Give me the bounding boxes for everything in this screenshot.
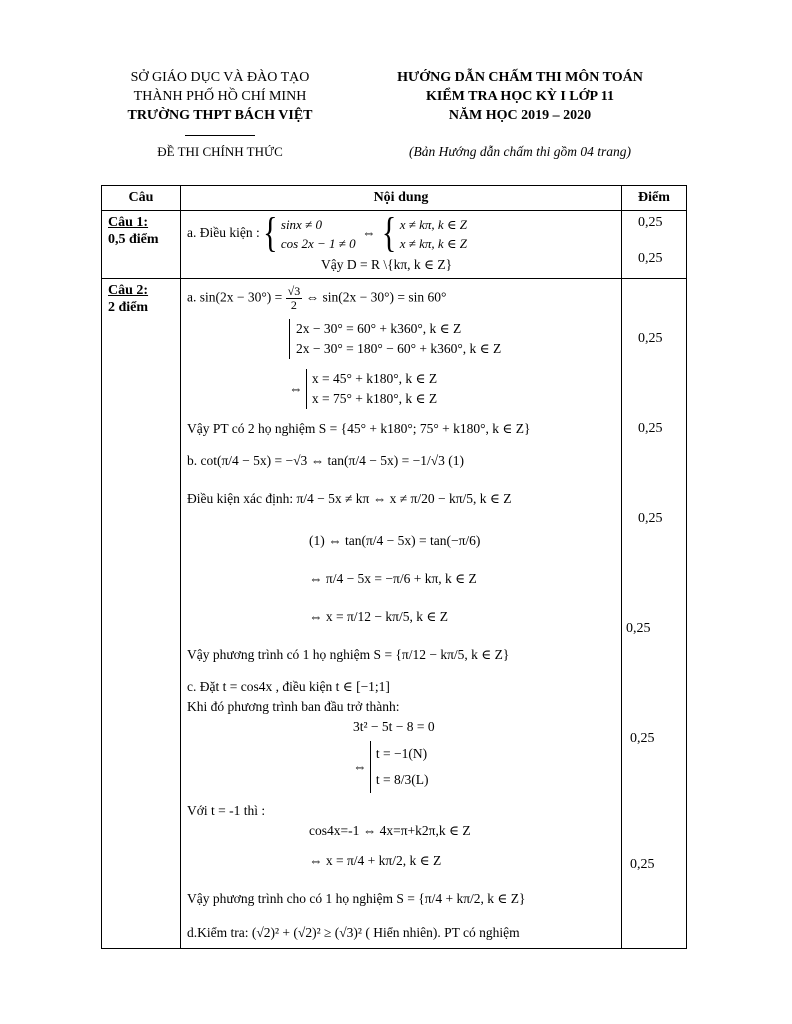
q2-b6: Vậy phương trình có 1 họ nghiệm S = {π/12 − kπ/5, k ∈ Z} — [187, 647, 510, 662]
table-row-q1 — [102, 211, 687, 279]
official-label: ĐỀ THI CHÍNH THỨC — [157, 144, 283, 159]
q2-c1: c. Đặt t = cos4x , điều kiện t ∈ [−1;1] — [187, 679, 390, 694]
q1-score-cell — [622, 211, 687, 279]
q1-score-1: 0,25 — [638, 215, 663, 230]
q2-c7: ⇔ x = π/4 + kπ/2, k ∈ Z — [309, 853, 442, 868]
q2-score-3: 0,25 — [638, 511, 663, 526]
doc-title-3: NĂM HỌC 2019 – 2020 — [448, 108, 592, 123]
q2-score-2: 0,25 — [638, 421, 663, 436]
table-header-row — [102, 186, 687, 211]
q1-label-cell — [102, 211, 181, 279]
q2-points: 2 điểm — [108, 300, 149, 315]
q1-cond-1: sinx ≠ 0 — [280, 217, 322, 232]
doc-title-1: HƯỚNG DẪN CHẤM THI MÔN TOÁN — [397, 70, 643, 85]
q2-score-4: 0,25 — [626, 621, 651, 636]
page-note: (Bản Hướng dẫn chấm thi gồm 04 trang) — [409, 144, 631, 159]
q1-label: Câu 1: — [108, 215, 149, 230]
q2-a3-1: x = 45° + k180°, k ∈ Z — [311, 371, 438, 386]
q2-score-1: 0,25 — [638, 331, 663, 346]
q1-cond-2: cos 2x − 1 ≠ 0 — [280, 236, 356, 251]
q2-c4-1: t = −1(N) — [375, 746, 428, 761]
brace-icon: { — [263, 210, 278, 257]
school-name: TRƯỜNG THPT BÁCH VIỆT — [127, 108, 313, 123]
brace-icon: { — [381, 210, 397, 257]
q2-score-cell — [622, 279, 687, 949]
q1-a-prefix: a. Điều kiện : — [187, 225, 260, 241]
q1-res-2: x ≠ kπ, k ∈ Z — [399, 236, 467, 251]
q1-points: 0,5 điểm — [108, 232, 159, 247]
table-row-q2 — [102, 279, 687, 949]
q1-content-cell: a. Điều kiện : { sinx ≠ 0 cos 2x − 1 ≠ 0 ⇔ { x ≠ kπ, k ∈ Z x ≠ kπ, k ∈ Z Vậy D = R \{kπ, k ∈ Z} — [181, 211, 622, 279]
q2-c2: Khi đó phương trình ban đầu trở thành: — [187, 699, 400, 714]
dept-name: SỞ GIÁO DỤC VÀ ĐÀO TẠO — [130, 70, 310, 85]
divider — [185, 135, 255, 136]
q2-a1-tail: ⇔ sin(2x − 30°) = sin 60° — [305, 289, 447, 305]
city-name: THÀNH PHỐ HỒ CHÍ MINH — [133, 89, 307, 104]
q2-b4: ⇔ π/4 − 5x = −π/6 + kπ, k ∈ Z — [309, 571, 477, 586]
q2-a1-num: √3 — [287, 284, 301, 298]
q1-res-1: x ≠ kπ, k ∈ Z — [399, 217, 467, 232]
q2-b2: Điều kiện xác định: π/4 − 5x ≠ kπ ⇔ x ≠ π/20 − kπ/5, k ∈ Z — [187, 491, 512, 506]
col-header-question: Câu — [102, 186, 181, 211]
header-right — [355, 68, 685, 125]
doc-title-2: KIỂM TRA HỌC KỲ I LỚP 11 — [426, 89, 614, 104]
q1-conclusion: Vậy D = R \{kπ, k ∈ Z} — [321, 257, 453, 272]
q2-a1-den: 2 — [290, 298, 297, 312]
q2-score-6: 0,25 — [630, 857, 655, 872]
q1-score-2: 0,25 — [638, 251, 663, 266]
q2-a1: a. sin(2x − 30°) = — [187, 289, 286, 305]
col-header-score: Điểm — [622, 186, 687, 211]
q2-b5: ⇔ x = π/12 − kπ/5, k ∈ Z — [309, 609, 448, 624]
q2-a2-2: 2x − 30° = 180° − 60° + k360°, k ∈ Z — [296, 341, 502, 356]
header-left — [100, 68, 340, 161]
q2-c5: Với t = -1 thì : — [187, 803, 266, 818]
q2-b1: b. cot(π/4 − 5x) = −√3 ⇔ tan(π/4 − 5x) = −1/√3 (1) — [187, 453, 464, 468]
q2-a4: Vậy PT có 2 họ nghiệm S = {45° + k180°; 75° + k180°, k ∈ Z} — [187, 421, 531, 436]
q2-c8: Vậy phương trình cho có 1 họ nghiệm S = {π/4 + kπ/2, k ∈ Z} — [187, 891, 526, 906]
q2-c3: 3t² − 5t − 8 = 0 — [353, 719, 435, 734]
q2-content-cell: a. sin(2x − 30°) = $\frac{√3}{2}$ ⇔ sin(2x − 30°) = sin 60° 2x − 30° = 60° + k360°, k ∈ Z 2x − 30° = 180° − 60° + k360°, k ∈ Z ⇔ x = 45° + k180°, k ∈ Z x = 75° + k180°, k ∈ Z Vậy PT có 2 họ nghiệm S = {45° + k180°; 75° + k180°, k ∈ Z} b. cot(π/4 − 5x) = −√3 ⇔ tan(π/4 − 5x) = −1/√3 (1) Điều kiện xác định: π/4 − 5x ≠ kπ ⇔ x ≠ π/20 − kπ/5, k ∈ Z (1) ⇔ tan(π/4 − 5x) = tan(−π/6) ⇔ π/4 − 5x = −π/6 + kπ, k ∈ Z ⇔ x = π/12 − kπ/5, k ∈ Z Vậy phương trình có 1 họ nghiệm S = {π/12 − kπ/5, k ∈ Z} c. Đặt t = cos4x , điều kiện t ∈ [−1;1] Khi đó phương trình ban đầu trở thành: 3t² − 5t − 8 = 0 ⇔ t = −1(N) t = 8/3(L) Với t = -1 thì : cos4x=-1 ⇔ 4x=π+k2π,k ∈ Z ⇔ x = π/4 + kπ/2, k ∈ Z Vậy phương trình cho có 1 họ nghiệm S = {π/4 + kπ/2, k ∈ Z} d.Kiểm tra: (√2)² + (√2)² ≥ (√3)² ( Hiển nhiên). PT có nghiệm — [181, 279, 622, 949]
q2-a2-1: 2x − 30° = 60° + k360°, k ∈ Z — [296, 321, 462, 336]
q2-c4-2: t = 8/3(L) — [375, 772, 429, 787]
q2-label: Câu 2: — [108, 283, 149, 298]
q2-c6: cos4x=-1 ⇔ 4x=π+k2π,k ∈ Z — [309, 823, 471, 838]
grading-table — [101, 185, 687, 949]
q2-b3: (1) ⇔ tan(π/4 − 5x) = tan(−π/6) — [309, 533, 481, 548]
col-header-content: Nội dung — [181, 186, 622, 211]
q2-score-5: 0,25 — [630, 731, 655, 746]
q2-a3-2: x = 75° + k180°, k ∈ Z — [311, 391, 438, 406]
q2-label-cell — [102, 279, 181, 949]
q2-d1: d.Kiểm tra: (√2)² + (√2)² ≥ (√3)² ( Hiển nhiên). PT có nghiệm — [187, 925, 520, 940]
